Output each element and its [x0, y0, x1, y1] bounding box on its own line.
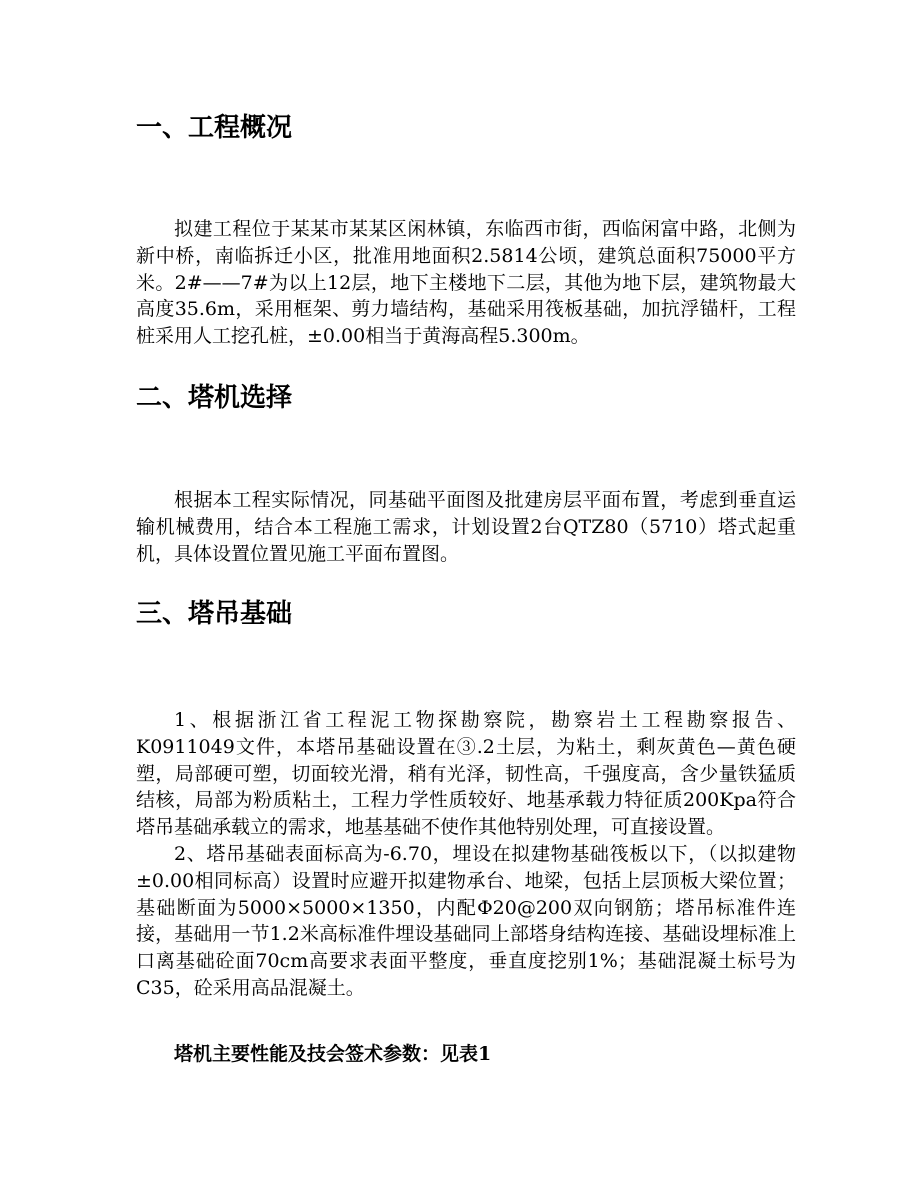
table-caption: 塔机主要性能及技会签术参数：见表1 — [174, 1043, 492, 1065]
paragraph: 根据本工程实际情况，同基础平面图及批建房层平面布置，考虑到垂直运输机械费用，结合本工程施工需求，计划设置2台QTZ80（5710）塔式起重机，具体设置位置见施工平面布置图。 — [136, 489, 796, 565]
section-heading-crane-selection: 二、塔机选择 — [136, 383, 293, 413]
crane-selection-text — [136, 487, 796, 567]
section-heading-crane-foundation: 三、塔吊基础 — [136, 599, 293, 629]
paragraph: 2、塔吊基础表面标高为-6.70，埋设在拟建物基础筏板以下，（以拟建物±0.00相同标高）设置时应避开拟建物承台、地梁，包括上层顶板大梁位置；基础断面为5000×5000×1350，内配Φ20@200双向钢筋；塔吊标准件连接，基础用一节1.2米高标准件埋设基础同上部塔身结构连接、基础设埋标准上口离基础砼面70cm高要求表面平整度，垂直度挖别1%；基础混凝土标号为C35，砼采用高品混凝土。 — [136, 842, 796, 999]
paragraph: 1、根据浙江省工程泥工物探勘察院，勘察岩土工程勘察报告、K0911049文件，本塔吊基础设置在③.2土层，为粘土，剩灰黄色—黄色硬塑，局部硬可塑，切面较光滑，稍有光泽，韧性高，千强度高，含少量铁猛质结核，局部为粉质粘土，工程力学性质较好、地基承载力特征质200Kpa符合塔吊基础承载立的需求，地基基础不使作其他特别处理，可直接设置。 — [136, 709, 796, 839]
paragraph: 拟建工程位于某某市某某区闲林镇，东临西市街，西临闲富中路，北侧为新中桥，南临拆迁小区，批准用地面积2.5814公顷，建筑总面积75000平方米。2#——7#为以上12层，地下主楼地下二层，其他为地下层，建筑物最大高度35.6m，采用框架、剪力墙结构，基础采用筏板基础，加抗浮锚杆，工程桩采用人工挖孔桩，±0.00相当于黄海高程5.300m。 — [136, 218, 796, 348]
overview-text — [136, 216, 796, 350]
crane-foundation-text — [136, 707, 796, 1002]
section-heading-overview: 一、工程概况 — [136, 113, 293, 143]
